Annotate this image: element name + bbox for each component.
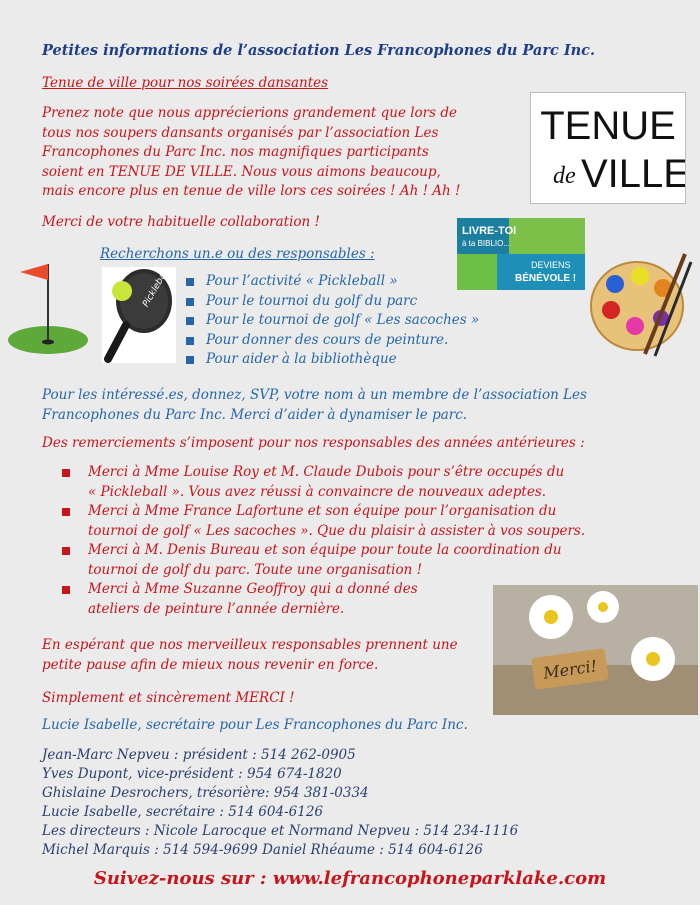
signature: Lucie Isabelle, secrétaire pour Les Francophones du Parc Inc.	[42, 717, 468, 733]
pickleball-paddle-image	[100, 265, 178, 365]
logo-text: BÉNÉVOLE !	[515, 273, 577, 284]
text-line: tous nos soupers dansants organisés par l’association Les	[42, 124, 439, 141]
list-item	[62, 463, 585, 502]
thanks-line: Merci à Mme Suzanne Geoffroy qui a donné des	[88, 581, 418, 597]
logo-text: à ta BIBLIO...	[462, 239, 511, 248]
merci-text: Simplement et sincèrement MERCI !	[42, 690, 295, 706]
contact-line: Les directeurs : Nicole Larocque et Normand Nepveu : 514 234-1116	[42, 823, 519, 839]
list-item: Pour donner des cours de peinture.	[186, 331, 479, 351]
contact-line: Ghislaine Desrochers, trésorière: 954 381-0334	[42, 785, 369, 801]
text-line: Prenez note que nous apprécierions grandement que lors de	[42, 105, 457, 121]
hope-paragraph	[42, 636, 458, 675]
logo-text-de: de	[553, 163, 576, 189]
thanks-line: ateliers de peinture l’année dernière.	[88, 600, 345, 617]
thanks-line: « Pickleball ». Vous avez réussi à convaincre de nouveaux adeptes.	[88, 483, 547, 500]
logo-text: DEVIENS	[531, 260, 571, 270]
contact-line: Lucie Isabelle, secrétaire : 514 604-6126	[42, 804, 323, 820]
text-line: Francophones du Parc Inc. Merci d’aider à dynamiser le parc.	[42, 406, 468, 423]
text-line: En espérant que nos merveilleux responsables prennent une	[42, 637, 458, 653]
contact-line: Yves Dupont, vice-président : 954 674-1820	[42, 766, 342, 782]
text-line: soient en TENUE DE VILLE. Nous vous aimons beaucoup,	[42, 163, 441, 180]
thanks-heading: Des remerciements s’imposent pour nos responsables des années antérieures :	[42, 435, 585, 451]
text-line: mais encore plus en tenue de ville lors ces soirées ! Ah ! Ah !	[42, 183, 461, 199]
contact-list	[42, 746, 518, 860]
bibliotheque-volunteer-logo	[457, 218, 585, 290]
website-footer: Suivez-nous sur : www.lefrancophoneparklake.com	[93, 868, 607, 889]
list-item: Pour le tournoi du golf du parc	[186, 292, 479, 312]
logo-text-ville: VILLE	[581, 152, 685, 196]
thanks-line: Merci à Mme Louise Roy et M. Claude Dubois pour s’être occupés du	[88, 464, 565, 480]
section-title-dress-code: Tenue de ville pour nos soirées dansantes	[42, 75, 329, 91]
contact-line: Jean-Marc Nepveu : président : 514 262-0905	[42, 747, 356, 763]
list-item: Pour aider à la bibliothèque	[186, 350, 479, 370]
list-item: Pour l’activité « Pickleball »	[186, 272, 479, 292]
collaboration-text: Merci de votre habituelle collaboration !	[42, 214, 320, 230]
thanks-line: tournoi de golf du parc. Toute une organisation !	[88, 561, 423, 578]
logo-text-tenue: TENUE	[540, 104, 676, 148]
list-item: Pour le tournoi de golf « Les sacoches »	[186, 311, 479, 331]
tenue-de-ville-logo	[530, 92, 686, 204]
page-title: Petites informations de l’association Les Francophones du Parc Inc.	[42, 42, 596, 59]
merci-daisies-image	[493, 585, 698, 715]
thanks-line: tournoi de golf « Les sacoches ». Que du plaisir à assister à vos soupers.	[88, 522, 586, 539]
thanks-line: Merci à Mme France Lafortune et son équipe pour l’organisation du	[88, 503, 557, 519]
paint-palette-image	[585, 244, 695, 364]
golf-flag-image	[0, 252, 92, 362]
text-line: petite pause afin de mieux nous revenir en force.	[42, 656, 379, 673]
volunteer-list	[186, 272, 479, 370]
text-line: Pour les intéressé.es, donnez, SVP, votre nom à un membre de l’association Les	[42, 387, 587, 403]
paddle-text: Pickleball	[141, 267, 171, 309]
list-item	[62, 502, 585, 541]
merci-tag-text: Merci!	[542, 656, 599, 683]
list-item	[62, 541, 585, 580]
thanks-line: Merci à M. Denis Bureau et son équipe pour toute la coordination du	[88, 542, 562, 558]
volunteer-heading: Recherchons un.e ou des responsables :	[100, 246, 375, 262]
dress-code-paragraph	[42, 104, 460, 202]
logo-text: LIVRE-TOI	[462, 225, 517, 237]
contact-line: Michel Marquis : 514 594-9699 Daniel Rhéaume : 514 604-6126	[42, 842, 483, 858]
text-line: Francophones du Parc Inc. nos magnifiques participants	[42, 144, 429, 160]
interested-paragraph	[42, 386, 587, 425]
